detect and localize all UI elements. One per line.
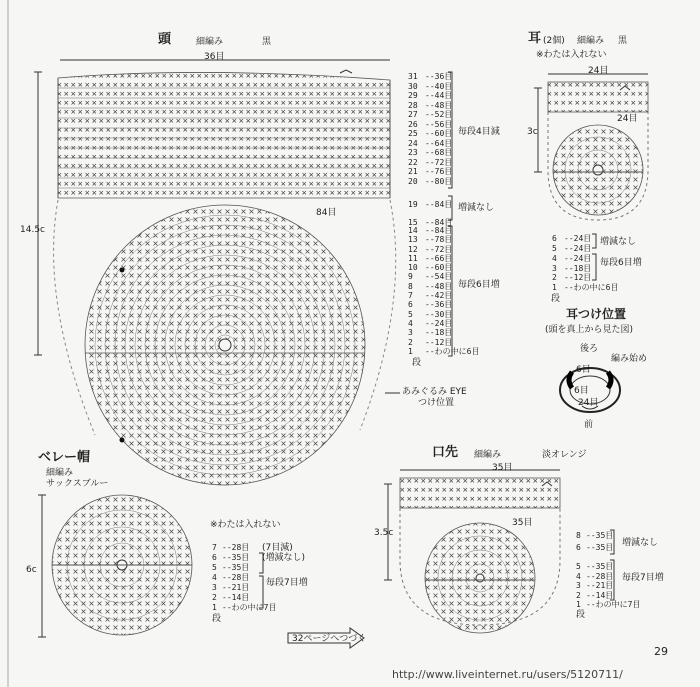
stitch-count: --72目: [425, 244, 453, 254]
ear-pos-n1: 6目: [576, 365, 591, 375]
ear-rows-c: [552, 254, 557, 292]
head-rows-c: [408, 226, 418, 356]
stitch-count: --35目: [586, 543, 614, 552]
stitch-count: --30目: [425, 309, 453, 319]
stitch-count: --35目: [222, 563, 250, 572]
stitch-count: --84目: [425, 200, 453, 209]
head-title: 頭: [158, 32, 172, 47]
ear-pos-start: 編み始め: [611, 354, 648, 364]
row-number: 3: [552, 263, 557, 273]
head-circle-diagram: [85, 205, 365, 485]
ear-dan-label: 段: [551, 294, 561, 304]
muzzle-title: 口先: [432, 445, 459, 460]
row-number: 1: [552, 282, 557, 292]
row-number: 7: [408, 291, 413, 301]
ear-diagram: [548, 82, 648, 220]
ear-pos-n2: 6目: [574, 386, 589, 396]
stitch-count: --44目: [425, 91, 453, 100]
stitch-count: --64目: [425, 138, 453, 148]
stitch-count: --35目: [222, 553, 250, 562]
row-number: 5: [212, 563, 217, 572]
beret-color: サックスブルー: [46, 479, 109, 489]
row-number: 5: [552, 244, 557, 253]
row-number: 4: [576, 571, 581, 581]
row-number: 6: [212, 553, 217, 562]
stitch-count: --28目: [222, 543, 250, 552]
ear-note: ※わたは入れない: [536, 50, 607, 60]
stitch-count: --21目: [222, 583, 250, 592]
row-number: 2: [552, 273, 557, 282]
stitch-count: --54目: [425, 272, 453, 282]
beret-dan-label: 段: [212, 614, 222, 624]
row-number: 2: [408, 337, 413, 347]
head-rows-diagram: [58, 70, 390, 198]
head-color: 黒: [262, 37, 272, 47]
row-number: 6: [408, 300, 413, 310]
stitch-count: --24目: [564, 254, 592, 263]
row-number: 1: [408, 346, 413, 356]
stitch-count: --わの中に7目: [222, 603, 277, 612]
row-number: 11: [408, 253, 418, 263]
stitch-count: --68目: [425, 148, 453, 157]
row-number: 19: [408, 200, 418, 209]
stitch-count: --18目: [425, 328, 453, 338]
row-number: 14: [408, 226, 418, 235]
row-number: 25: [408, 129, 418, 138]
row-number: 3: [212, 583, 217, 592]
stitch-count: --60目: [425, 263, 453, 273]
muzzle-height: 3.5c: [374, 528, 394, 538]
stitch-count: --14目: [586, 590, 614, 600]
stitch-count: --24目: [564, 234, 592, 243]
row-number: 5: [576, 562, 581, 571]
ear-qty: (2個): [543, 36, 565, 46]
stitch-count: --わの中に6目: [564, 282, 619, 292]
row-number: 20: [408, 176, 418, 186]
row-number: 8: [408, 281, 413, 291]
row-number: 9: [408, 272, 413, 282]
head-counts-a: [425, 72, 452, 186]
head-note-plain: 増減なし: [458, 203, 495, 213]
row-number: 10: [408, 263, 418, 273]
stitch-count: --36目: [425, 300, 453, 310]
eye-note-2: つけ位置: [418, 398, 455, 408]
muzzle-yarn: 細編み: [474, 450, 502, 460]
ear-pos-front: 前: [584, 420, 594, 430]
head-height: 14.5c: [20, 225, 45, 235]
head-note-increase: 毎段6目増: [458, 280, 500, 290]
source-url[interactable]: http://www.liveinternet.ru/users/5120711/: [392, 668, 623, 681]
ear-yarn: 細編み: [577, 36, 605, 46]
row-number: 1: [212, 603, 217, 612]
row-number: 3: [408, 328, 413, 338]
beret-title: ベレー帽: [38, 450, 91, 465]
muzzle-note-increase: 毎段7目増: [622, 573, 664, 583]
row-number: 22: [408, 157, 418, 167]
row-number: 2: [212, 593, 217, 602]
ear-note-plain: 増減なし: [600, 237, 637, 247]
ear-rows-a: [552, 234, 557, 254]
stitch-count: --28目: [222, 573, 250, 582]
stitch-count: --48目: [425, 281, 453, 291]
head-note-decrease: 毎段4目減: [458, 127, 500, 137]
ear-color: 黒: [618, 36, 628, 46]
row-number: 15: [408, 218, 418, 227]
stitch-count: --24目: [564, 244, 592, 253]
stitch-count: --60目: [425, 129, 453, 138]
muzzle-color: 淡オレンジ: [542, 450, 587, 460]
row-number: 23: [408, 148, 418, 157]
row-number: 6: [576, 543, 581, 552]
stitch-count: --78目: [425, 235, 453, 245]
stitch-count: --12目: [425, 337, 453, 347]
stitch-count: --84目: [425, 226, 453, 235]
stitch-count: --28目: [586, 571, 614, 581]
ear-pos-title: 耳つけ位置: [566, 307, 627, 321]
head-mid-count: 84目: [316, 208, 337, 218]
row-number: 6: [552, 234, 557, 243]
stitch-count: --14目: [222, 593, 250, 602]
muzzle-diagram: [400, 478, 560, 633]
muzzle-note-plain: 増減なし: [622, 538, 659, 548]
eye-note-1: あみぐるみ EYE: [402, 387, 467, 397]
stitch-count: --21目: [586, 581, 614, 590]
stitch-count: --12目: [564, 273, 592, 282]
stitch-count: --35目: [586, 531, 614, 540]
muzzle-side-count: 35目: [512, 518, 533, 528]
beret-rows: [212, 543, 217, 613]
stitch-count: --52目: [425, 110, 453, 119]
ear-note-increase: 毎段6目増: [600, 258, 642, 268]
stitch-count: --48目: [425, 100, 453, 110]
stitch-count: --40目: [425, 81, 453, 91]
stitch-count: --42目: [425, 291, 453, 301]
muzzle-rows-c: [576, 562, 581, 610]
head-top-count: 36目: [204, 52, 225, 62]
beret-diagram: [52, 495, 192, 635]
head-yarn: 細編み: [196, 37, 224, 47]
row-number: 4: [552, 254, 557, 263]
head-counts-c: [425, 226, 479, 356]
row-number: 8: [576, 531, 581, 540]
row-number: 30: [408, 81, 418, 91]
row-number: 13: [408, 235, 418, 245]
muzzle-counts-a: [586, 530, 613, 554]
muzzle-top-count: 35目: [492, 463, 513, 473]
stitch-count: --35目: [586, 562, 614, 571]
ear-pos-subtitle: (頭を真上から見た図): [545, 325, 634, 335]
row-number: 7: [212, 543, 217, 552]
row-number: 3: [576, 581, 581, 590]
ear-side-count: 24目: [617, 114, 638, 124]
ear-pos-back: 後ろ: [580, 344, 599, 354]
row-number: 1: [576, 600, 581, 609]
muzzle-counts-c: [586, 562, 640, 610]
beret-note: ※わたは入れない: [210, 520, 281, 530]
row-number: 5: [408, 309, 413, 319]
page-number: 29: [654, 645, 668, 658]
muzzle-rows-a: [576, 530, 581, 554]
row-number: 21: [408, 167, 418, 176]
ear-counts-a: [564, 234, 591, 254]
head-rows-a: [408, 72, 418, 186]
row-number: 26: [408, 119, 418, 129]
stitch-count: --わの中に7目: [586, 600, 641, 609]
stitch-count: --24目: [425, 318, 453, 328]
row-number: 31: [408, 72, 418, 81]
ear-top-count: 24目: [588, 66, 609, 76]
beret-note-increase: 毎段7目増: [266, 578, 308, 588]
stitch-count: --18目: [564, 263, 592, 273]
stitch-count: --56目: [425, 119, 453, 129]
next-page-link[interactable]: 32ページへつづく: [292, 634, 367, 644]
stitch-count: --66目: [425, 253, 453, 263]
head-height-arrow: [34, 72, 42, 355]
beret-height: 6c: [26, 565, 37, 575]
row-number: 29: [408, 91, 418, 100]
row-number: 28: [408, 100, 418, 110]
ear-title: 耳: [528, 31, 542, 46]
stitch-count: --72目: [425, 157, 453, 167]
stitch-count: --80目: [425, 176, 453, 186]
head-dan-label: 段: [412, 358, 422, 368]
beret-extra-1: (7目減): [262, 543, 293, 553]
muzzle-dan-label: 段: [576, 610, 586, 620]
ear-height: 3c: [527, 127, 538, 137]
stitch-count: --わの中に6目: [425, 346, 480, 356]
beret-extra-2: (増減なし): [262, 553, 306, 563]
stitch-count: --36目: [425, 72, 453, 81]
row-number: 12: [408, 244, 418, 254]
ear-pos-n3: 24目: [578, 398, 599, 408]
row-number: 24: [408, 138, 418, 148]
stitch-count: --84目: [425, 218, 453, 227]
row-number: 2: [576, 590, 581, 600]
row-number: 27: [408, 110, 418, 119]
row-number: 4: [212, 573, 217, 582]
stitch-count: --76目: [425, 167, 453, 176]
row-number: 4: [408, 318, 413, 328]
beret-yarn: 細編み: [46, 468, 74, 478]
